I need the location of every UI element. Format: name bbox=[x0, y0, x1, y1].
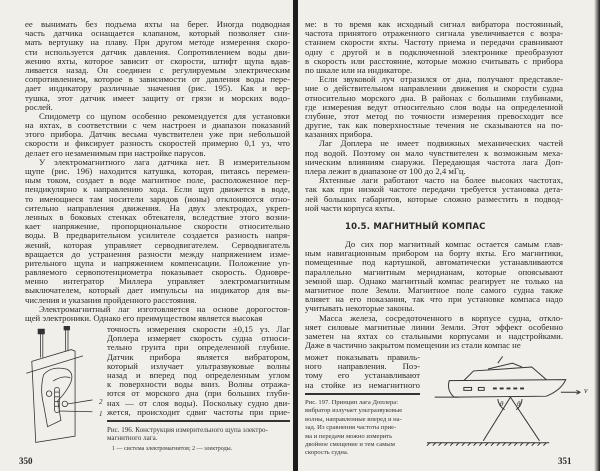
text-line: тому его устанавливают bbox=[305, 371, 420, 381]
figure-196-probe-diagram bbox=[20, 326, 105, 444]
text-line: ливается назад. Он соединен с регулируемым электрическим bbox=[25, 65, 290, 75]
caption-line: скорость судна. bbox=[305, 449, 349, 457]
text-line: няет силовые магнитные линии Земли. Этот эффект особенно bbox=[305, 322, 563, 332]
text-line: то имеющиеся там носители зарядов (ионы) отклоняются отно- bbox=[25, 194, 290, 204]
text-line: дает индикатору различные значения (рис. 195). Как и вер- bbox=[25, 84, 290, 94]
text-line: вращается до устранения разности между напряжением изме- bbox=[25, 249, 290, 259]
text-line: нах — от слоя воды). Поскольку судно дви- bbox=[107, 398, 290, 408]
text-line: щупе (рис. 196) находится катушка, которая, питаясь перемен- bbox=[25, 167, 290, 176]
text-line: рослей. bbox=[25, 102, 53, 112]
text-line: ным навигационным прибором на борту яхты. Его магнитики, bbox=[305, 249, 563, 259]
text-line: казаниях прибора. bbox=[305, 130, 373, 140]
text-line: может показывать правиль- bbox=[305, 353, 420, 362]
text-line: Датчик прибора является вибратором, bbox=[107, 352, 290, 362]
left-main-text bbox=[25, 20, 290, 323]
text-line: станием скорости яхты. Частоту приема и передачи сравнивают bbox=[305, 38, 563, 48]
text-line: сти используется датчик давления. Сопротивлением воды дви- bbox=[25, 47, 290, 57]
right-narrow-text bbox=[305, 353, 420, 390]
text-line: У электромагнитного лага датчика нет. В измерительном bbox=[39, 157, 290, 167]
text-line: выключателем, который дает импульсы на индикатор для вы- bbox=[25, 286, 290, 296]
text-line: этого прибора. Датчик весьма чувствителен уже при небольшой bbox=[25, 130, 290, 140]
text-line: в скорость или расстояние, которые можно считывать с прибора bbox=[305, 56, 563, 66]
caption-line: волны, направленные вперед и на- bbox=[305, 415, 402, 423]
caption-line: ма и передачи можно измерить bbox=[305, 432, 393, 440]
text-line: тельно грунта при определенной глубине. bbox=[107, 343, 290, 353]
text-line: жется, происходит сдвиг частоты при прие- bbox=[107, 407, 290, 417]
figure-196-caption bbox=[107, 426, 293, 453]
text-line: ются от морского дна (при больших глуби- bbox=[107, 389, 290, 399]
text-line: одну с другой и в подключенной электронике преобразуют bbox=[305, 47, 563, 57]
right-section-text bbox=[305, 240, 563, 350]
text-line: ной части корпуса яхты. bbox=[305, 203, 395, 213]
right-main-text bbox=[305, 20, 563, 213]
section-heading: 10.5. МАГНИТНЫЙ КОМПАС bbox=[345, 222, 486, 232]
text-line: точность измерения скорости ±0,15 уз. Лаг bbox=[107, 325, 290, 334]
figure-label-1: 1 bbox=[99, 410, 103, 418]
caption-line: двойное смещение и тем самым bbox=[305, 441, 395, 449]
text-line: Доплера измеряет скорость судна относи- bbox=[107, 334, 290, 344]
text-line: жению яхты, которое зависит от скорости, штифт щупа вдав- bbox=[25, 56, 290, 66]
text-line: тушка, этот датчик имеет защиту от грязи и морских водо- bbox=[25, 93, 290, 103]
text-line: глубине, этот метод по точности измерения превосходит все bbox=[305, 111, 563, 121]
text-line: Яхтенные лаги работают часто на более высоких частотах, bbox=[319, 176, 563, 186]
text-line: к поверхности воды вниз. Волны отража- bbox=[107, 380, 290, 390]
text-line: пендикулярно к направлению хода. Если щуп движется в воде, bbox=[25, 185, 290, 195]
text-line: равляемого сервопотенциометра показывает скорость. Одновре- bbox=[25, 268, 290, 278]
text-line: ее вынимать без подъема яхты на берег. Иногда подводная bbox=[25, 20, 290, 29]
caption-line: Рис. 196. Конструкция измерительного щупа электро- bbox=[107, 426, 268, 434]
text-line: учитывать некоторые законы. bbox=[305, 304, 415, 314]
text-line: где измерения ведут относительно слоя воды на определенной bbox=[305, 102, 563, 112]
text-line: Даже в частично закрытом помещении из стали компас не bbox=[305, 341, 521, 351]
text-line: часть датчика оснащается клапаном, который позволяет сни- bbox=[25, 29, 290, 39]
text-line: помещенные под картушкой, автоматически устанавливаются bbox=[305, 258, 563, 268]
text-line: сопротивлением, которое в зависимости от давления воды пере- bbox=[25, 75, 290, 85]
text-line: на стойке из немагнитного bbox=[305, 380, 420, 390]
text-line: по шкале или на индикаторе. bbox=[305, 65, 413, 75]
text-line: ного направления. Поэ- bbox=[305, 362, 420, 372]
caption-rule bbox=[107, 420, 290, 422]
text-line: назад и вперед под определенным углом bbox=[107, 370, 290, 380]
text-line: Если звуковой луч отразился от дна, получают представле- bbox=[319, 75, 563, 85]
text-line: До сих пор магнитный компас остается самым глав- bbox=[345, 240, 563, 249]
text-line: числения и указания пройденного расстояния. bbox=[25, 295, 197, 305]
text-line: магнитное поле Земли. Магнитное поле самого судна также bbox=[305, 285, 563, 295]
text-line: лей больших габаритов, которые сложно разместить в подвод- bbox=[305, 194, 563, 204]
text-line: воды. В предварительном усилителе создается разность напря- bbox=[25, 231, 290, 241]
caption-line: Рис. 197. Принцип лага Доплера: bbox=[305, 399, 399, 406]
text-line: под водой. Поэтому он мало чувствителен к возможным меха- bbox=[305, 148, 563, 158]
text-line: параллельно магнитным меридианам, которые опоясывают bbox=[305, 267, 563, 277]
text-line: менно интегратор Миллера управляет электромагнитным bbox=[25, 277, 290, 287]
text-line: сительно направления движения. На двух электродах, укреп- bbox=[25, 203, 290, 213]
page-number-left: 350 bbox=[19, 456, 33, 466]
text-line: Спидометр со щупом особенно рекомендуется для установки bbox=[39, 111, 290, 121]
text-line: Лаг Доплера не имеет подвижных механических частей bbox=[319, 139, 563, 149]
text-line: ме: в то время как исходный сигнал вибратора постоянный, bbox=[305, 20, 563, 29]
text-line: так как при низкой частоте передачи требуется установка дета- bbox=[305, 185, 563, 195]
page-number-right: 351 bbox=[558, 456, 572, 466]
text-line: частота принятого отраженного сигнала увеличивается с возра- bbox=[305, 29, 563, 39]
text-line: плера лежит в диапазоне от 100 до 2,4 мГц. bbox=[305, 167, 466, 176]
text-line: на яхтах, в соответствии с чем настроен и диапазон показаний bbox=[25, 121, 290, 131]
text-line: другие, так как поверхностные течения не сказываются на по- bbox=[305, 121, 563, 131]
page-edge bbox=[594, 0, 600, 471]
figure-label-2: 2 bbox=[99, 398, 103, 406]
figure-197-doppler-diagram bbox=[425, 352, 590, 452]
book-gutter bbox=[293, 0, 298, 471]
text-line: заметен на яхтах со стальными корпусами и надстройками. bbox=[305, 331, 563, 341]
figure-legend: 1 — система электромагнитов; 2 — электроды. bbox=[112, 445, 233, 452]
text-line: Электромагнитный лаг изготовляется на основе дорогостоя- bbox=[39, 304, 290, 314]
text-line: ленных в боковых стенках обтекателя, вследствие этого возни- bbox=[25, 212, 290, 222]
caption-line: вибратор излучает ультразвуковые bbox=[305, 407, 403, 415]
text-line: кает напряжение, пропорциональное скорости относительно bbox=[25, 222, 290, 232]
angle-label-right: θ bbox=[517, 400, 521, 408]
velocity-label: v bbox=[584, 386, 588, 395]
caption-line: зад. Из сравнения частоты прие- bbox=[305, 424, 397, 432]
text-line: ническим влияниям снаружи. Передающая частота лага Доп- bbox=[305, 157, 563, 167]
text-line: мать вертушку на плаву. При другом методе измерения скоро- bbox=[25, 38, 290, 48]
text-line: влияет на его показания, так что при установке компаса надо bbox=[305, 295, 563, 305]
angle-label-left: θ bbox=[500, 400, 504, 408]
text-line: который излучает ультразвуковые волны bbox=[107, 361, 290, 371]
text-line: рительного щупа и напряжением компенсации. Положение уп- bbox=[25, 258, 290, 268]
caption-rule bbox=[305, 393, 420, 395]
text-line: земной шар. Однако магнитный компас реагирует не только на bbox=[305, 276, 563, 286]
text-line: Масса железа, сосредоточенного в корпусе судна, откло- bbox=[319, 313, 563, 323]
figure-197-caption bbox=[305, 399, 423, 458]
left-narrow-text bbox=[107, 325, 290, 417]
text-line: ным током, создает в воде магнитное поле, расположенное пер- bbox=[25, 176, 290, 186]
caption-line: магнитного лага. bbox=[107, 434, 158, 443]
text-line: делает его незаменимым при настройке парусов. bbox=[25, 148, 206, 158]
text-line: жений, которая управляет серводвигателем. Серводвигатель bbox=[25, 240, 290, 250]
text-line: ние о действительном направлении движения и скорости судна bbox=[305, 84, 563, 94]
text-line: щей электроники. Однако его преимуществом является высокая bbox=[25, 314, 263, 323]
text-line: скорости и фиксирует разность скоростей примерно 0,1 уз, что bbox=[25, 139, 290, 149]
text-line: относительно морского дна. В районах с большими глубинами, bbox=[305, 93, 563, 103]
